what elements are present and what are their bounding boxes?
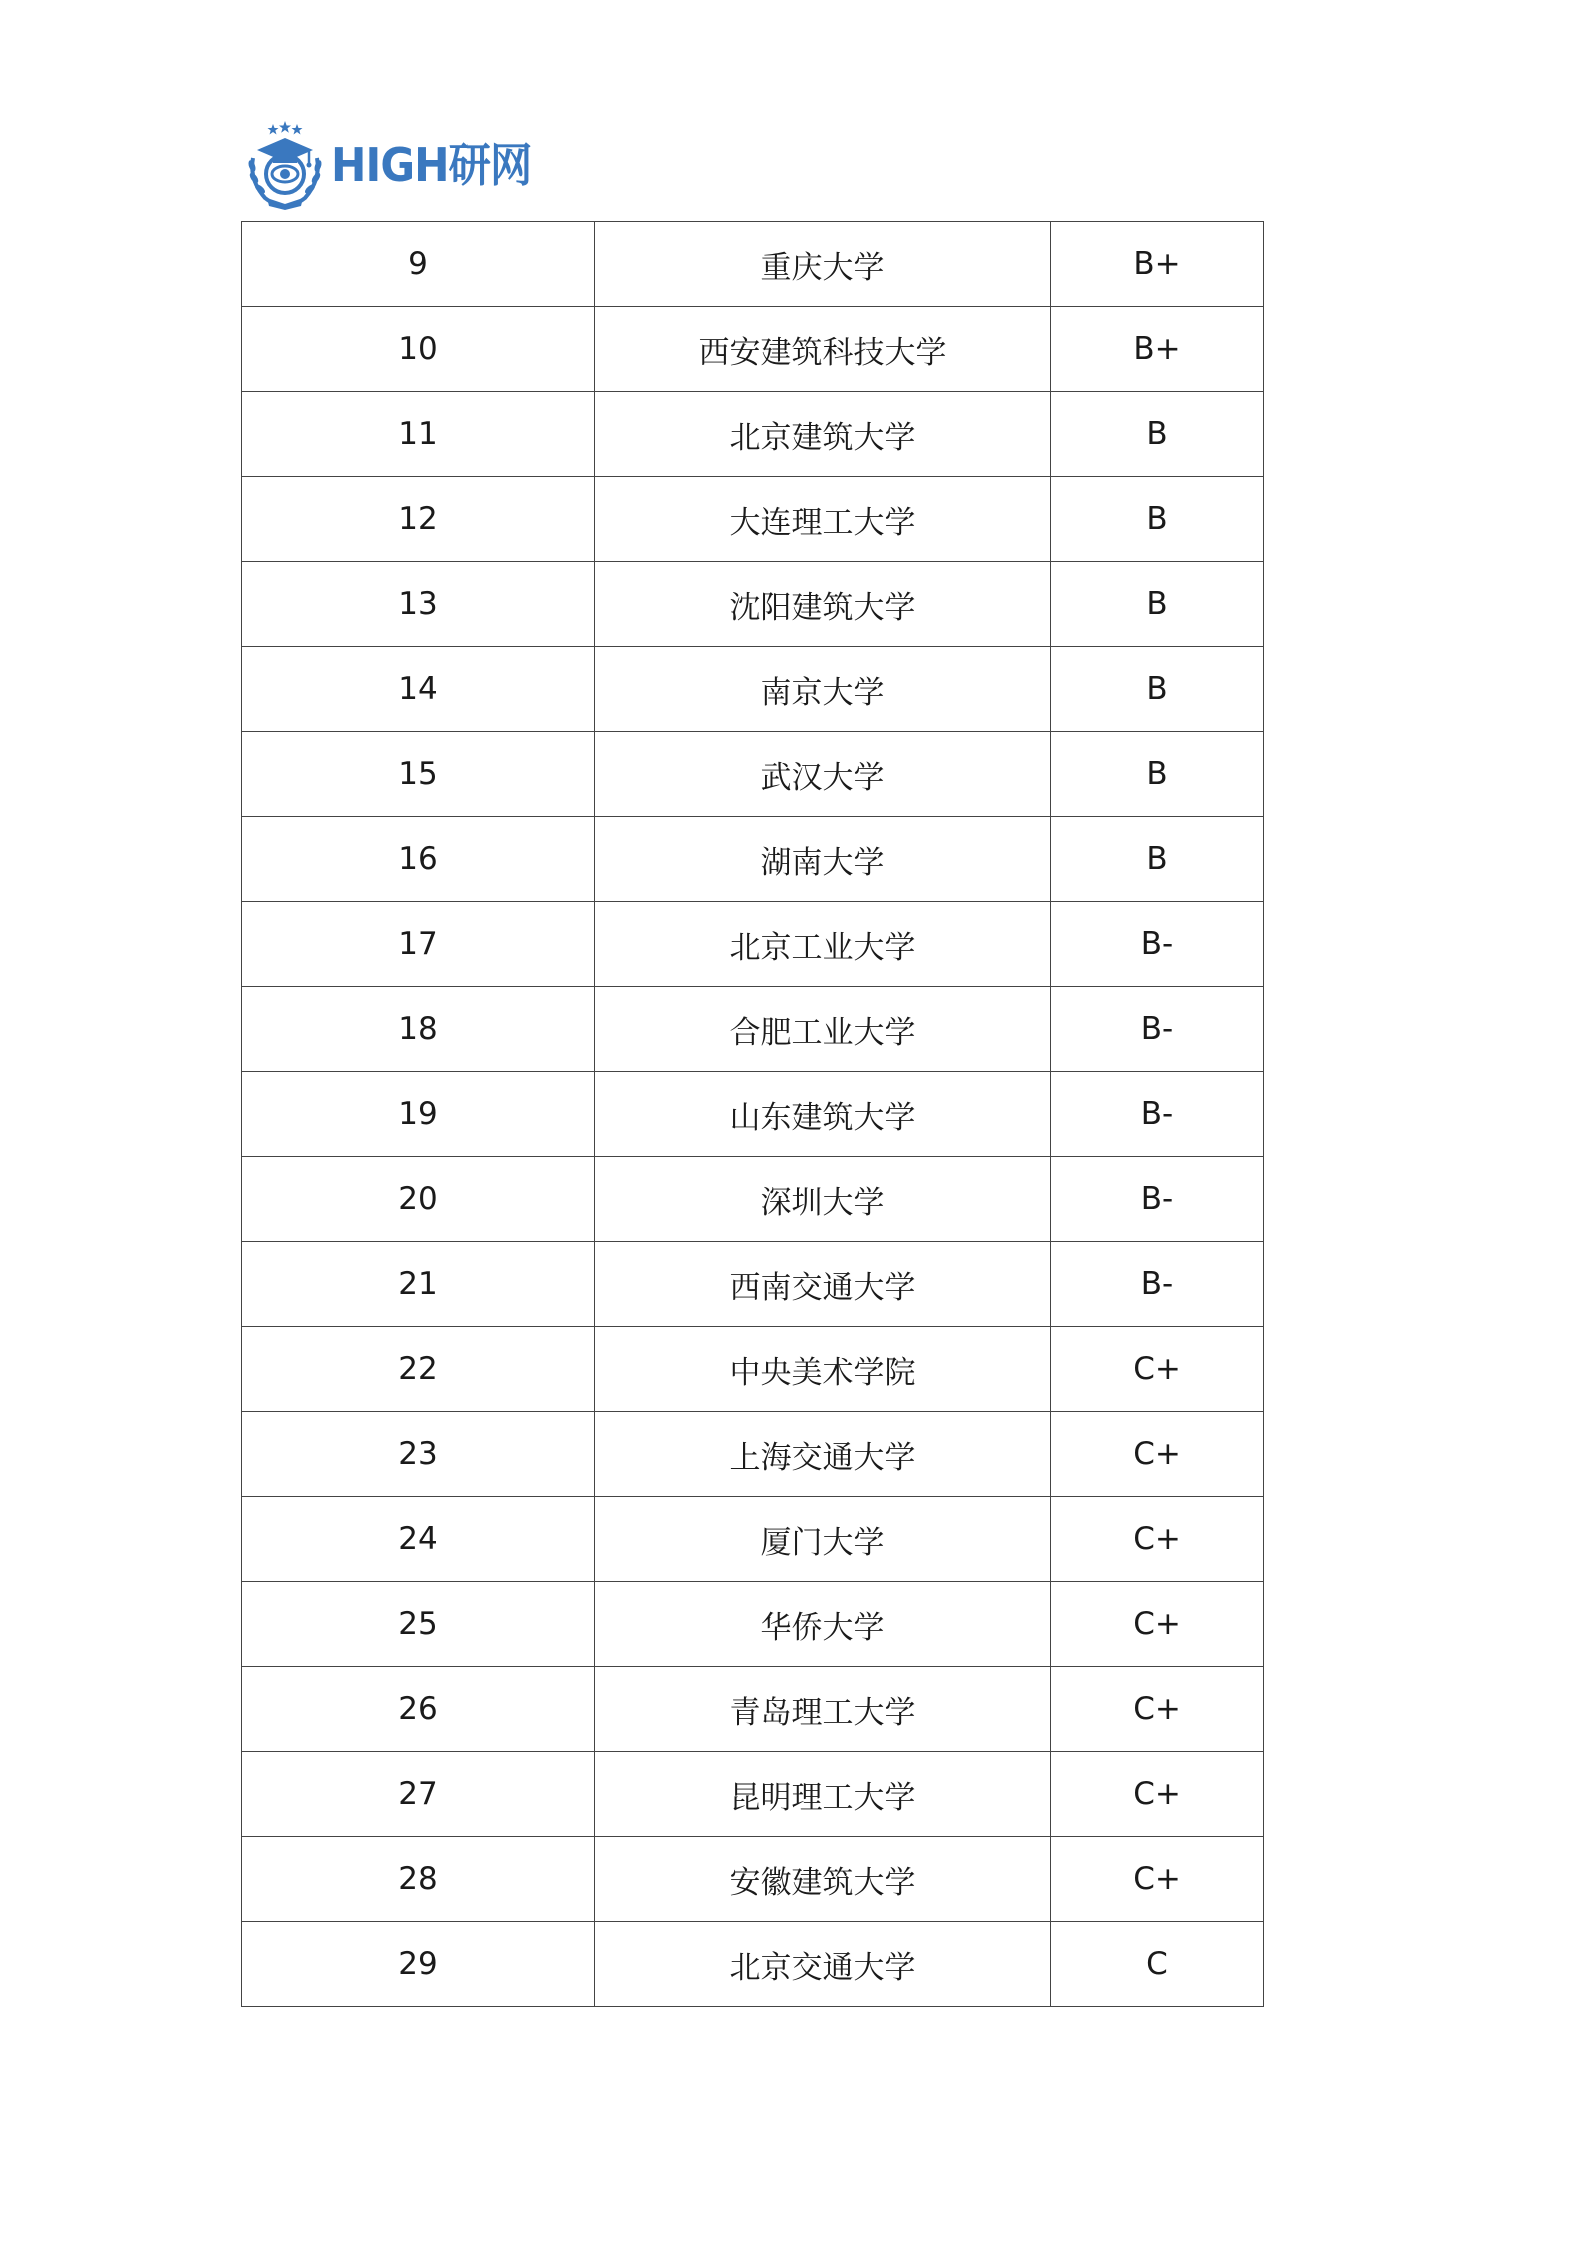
school-cell: 安徽建筑大学 [595, 1837, 1051, 1922]
rank-cell: 21 [242, 1242, 595, 1327]
table-row [242, 1837, 1264, 1922]
school-cell: 华侨大学 [595, 1582, 1051, 1667]
grade-cell: B [1051, 392, 1264, 477]
grade-cell: C+ [1051, 1497, 1264, 1582]
grade-cell: C+ [1051, 1667, 1264, 1752]
school-cell: 合肥工业大学 [595, 987, 1051, 1072]
grade-cell: B [1051, 647, 1264, 732]
rank-cell: 13 [242, 562, 595, 647]
grade-cell: B- [1051, 1157, 1264, 1242]
ranking-table-body [242, 222, 1264, 2007]
school-cell: 中央美术学院 [595, 1327, 1051, 1412]
grade-cell: B+ [1051, 307, 1264, 392]
rank-cell: 15 [242, 732, 595, 817]
school-cell: 湖南大学 [595, 817, 1051, 902]
rank-cell: 18 [242, 987, 595, 1072]
rank-cell: 9 [242, 222, 595, 307]
school-cell: 青岛理工大学 [595, 1667, 1051, 1752]
school-cell: 武汉大学 [595, 732, 1051, 817]
school-cell: 北京交通大学 [595, 1922, 1051, 2007]
table-row [242, 902, 1264, 987]
rank-cell: 24 [242, 1497, 595, 1582]
school-cell: 西安建筑科技大学 [595, 307, 1051, 392]
table-row [242, 1072, 1264, 1157]
rank-cell: 16 [242, 817, 595, 902]
rank-cell: 14 [242, 647, 595, 732]
table-row [242, 817, 1264, 902]
grade-cell: C [1051, 1922, 1264, 2007]
grade-cell: B- [1051, 902, 1264, 987]
grade-cell: B [1051, 477, 1264, 562]
school-cell: 深圳大学 [595, 1157, 1051, 1242]
grade-cell: B [1051, 732, 1264, 817]
table-row [242, 987, 1264, 1072]
rank-cell: 12 [242, 477, 595, 562]
table-row [242, 392, 1264, 477]
logo-text: HIGH研网 [331, 138, 532, 192]
table-row [242, 1327, 1264, 1412]
school-cell: 山东建筑大学 [595, 1072, 1051, 1157]
school-cell: 沈阳建筑大学 [595, 562, 1051, 647]
school-cell: 北京工业大学 [595, 902, 1051, 987]
rank-cell: 26 [242, 1667, 595, 1752]
rank-cell: 28 [242, 1837, 595, 1922]
grade-cell: C+ [1051, 1752, 1264, 1837]
table-row [242, 1242, 1264, 1327]
grade-cell: B [1051, 562, 1264, 647]
grade-cell: B- [1051, 1072, 1264, 1157]
school-cell: 南京大学 [595, 647, 1051, 732]
school-cell: 上海交通大学 [595, 1412, 1051, 1497]
rank-cell: 25 [242, 1582, 595, 1667]
rank-cell: 11 [242, 392, 595, 477]
grade-cell: C+ [1051, 1837, 1264, 1922]
table-row [242, 732, 1264, 817]
rank-cell: 19 [242, 1072, 595, 1157]
rank-cell: 23 [242, 1412, 595, 1497]
table-row [242, 1497, 1264, 1582]
table-row [242, 307, 1264, 392]
table-row [242, 1582, 1264, 1667]
rank-cell: 20 [242, 1157, 595, 1242]
table-row [242, 1412, 1264, 1497]
logo [243, 118, 549, 212]
grade-cell: C+ [1051, 1582, 1264, 1667]
table-row [242, 222, 1264, 307]
grade-cell: C+ [1051, 1327, 1264, 1412]
rank-cell: 27 [242, 1752, 595, 1837]
rank-cell: 10 [242, 307, 595, 392]
graduation-cap-emblem-icon [243, 118, 327, 212]
rank-cell: 29 [242, 1922, 595, 2007]
grade-cell: B- [1051, 987, 1264, 1072]
rank-cell: 17 [242, 902, 595, 987]
grade-cell: B+ [1051, 222, 1264, 307]
table-row [242, 1157, 1264, 1242]
school-cell: 西南交通大学 [595, 1242, 1051, 1327]
school-cell: 北京建筑大学 [595, 392, 1051, 477]
table-row [242, 562, 1264, 647]
ranking-table [241, 221, 1264, 2007]
table-row [242, 1667, 1264, 1752]
school-cell: 厦门大学 [595, 1497, 1051, 1582]
school-cell: 昆明理工大学 [595, 1752, 1051, 1837]
table-row [242, 647, 1264, 732]
grade-cell: B [1051, 817, 1264, 902]
rank-cell: 22 [242, 1327, 595, 1412]
table-row [242, 477, 1264, 562]
grade-cell: B- [1051, 1242, 1264, 1327]
table-row [242, 1922, 1264, 2007]
school-cell: 重庆大学 [595, 222, 1051, 307]
school-cell: 大连理工大学 [595, 477, 1051, 562]
grade-cell: C+ [1051, 1412, 1264, 1497]
table-row [242, 1752, 1264, 1837]
